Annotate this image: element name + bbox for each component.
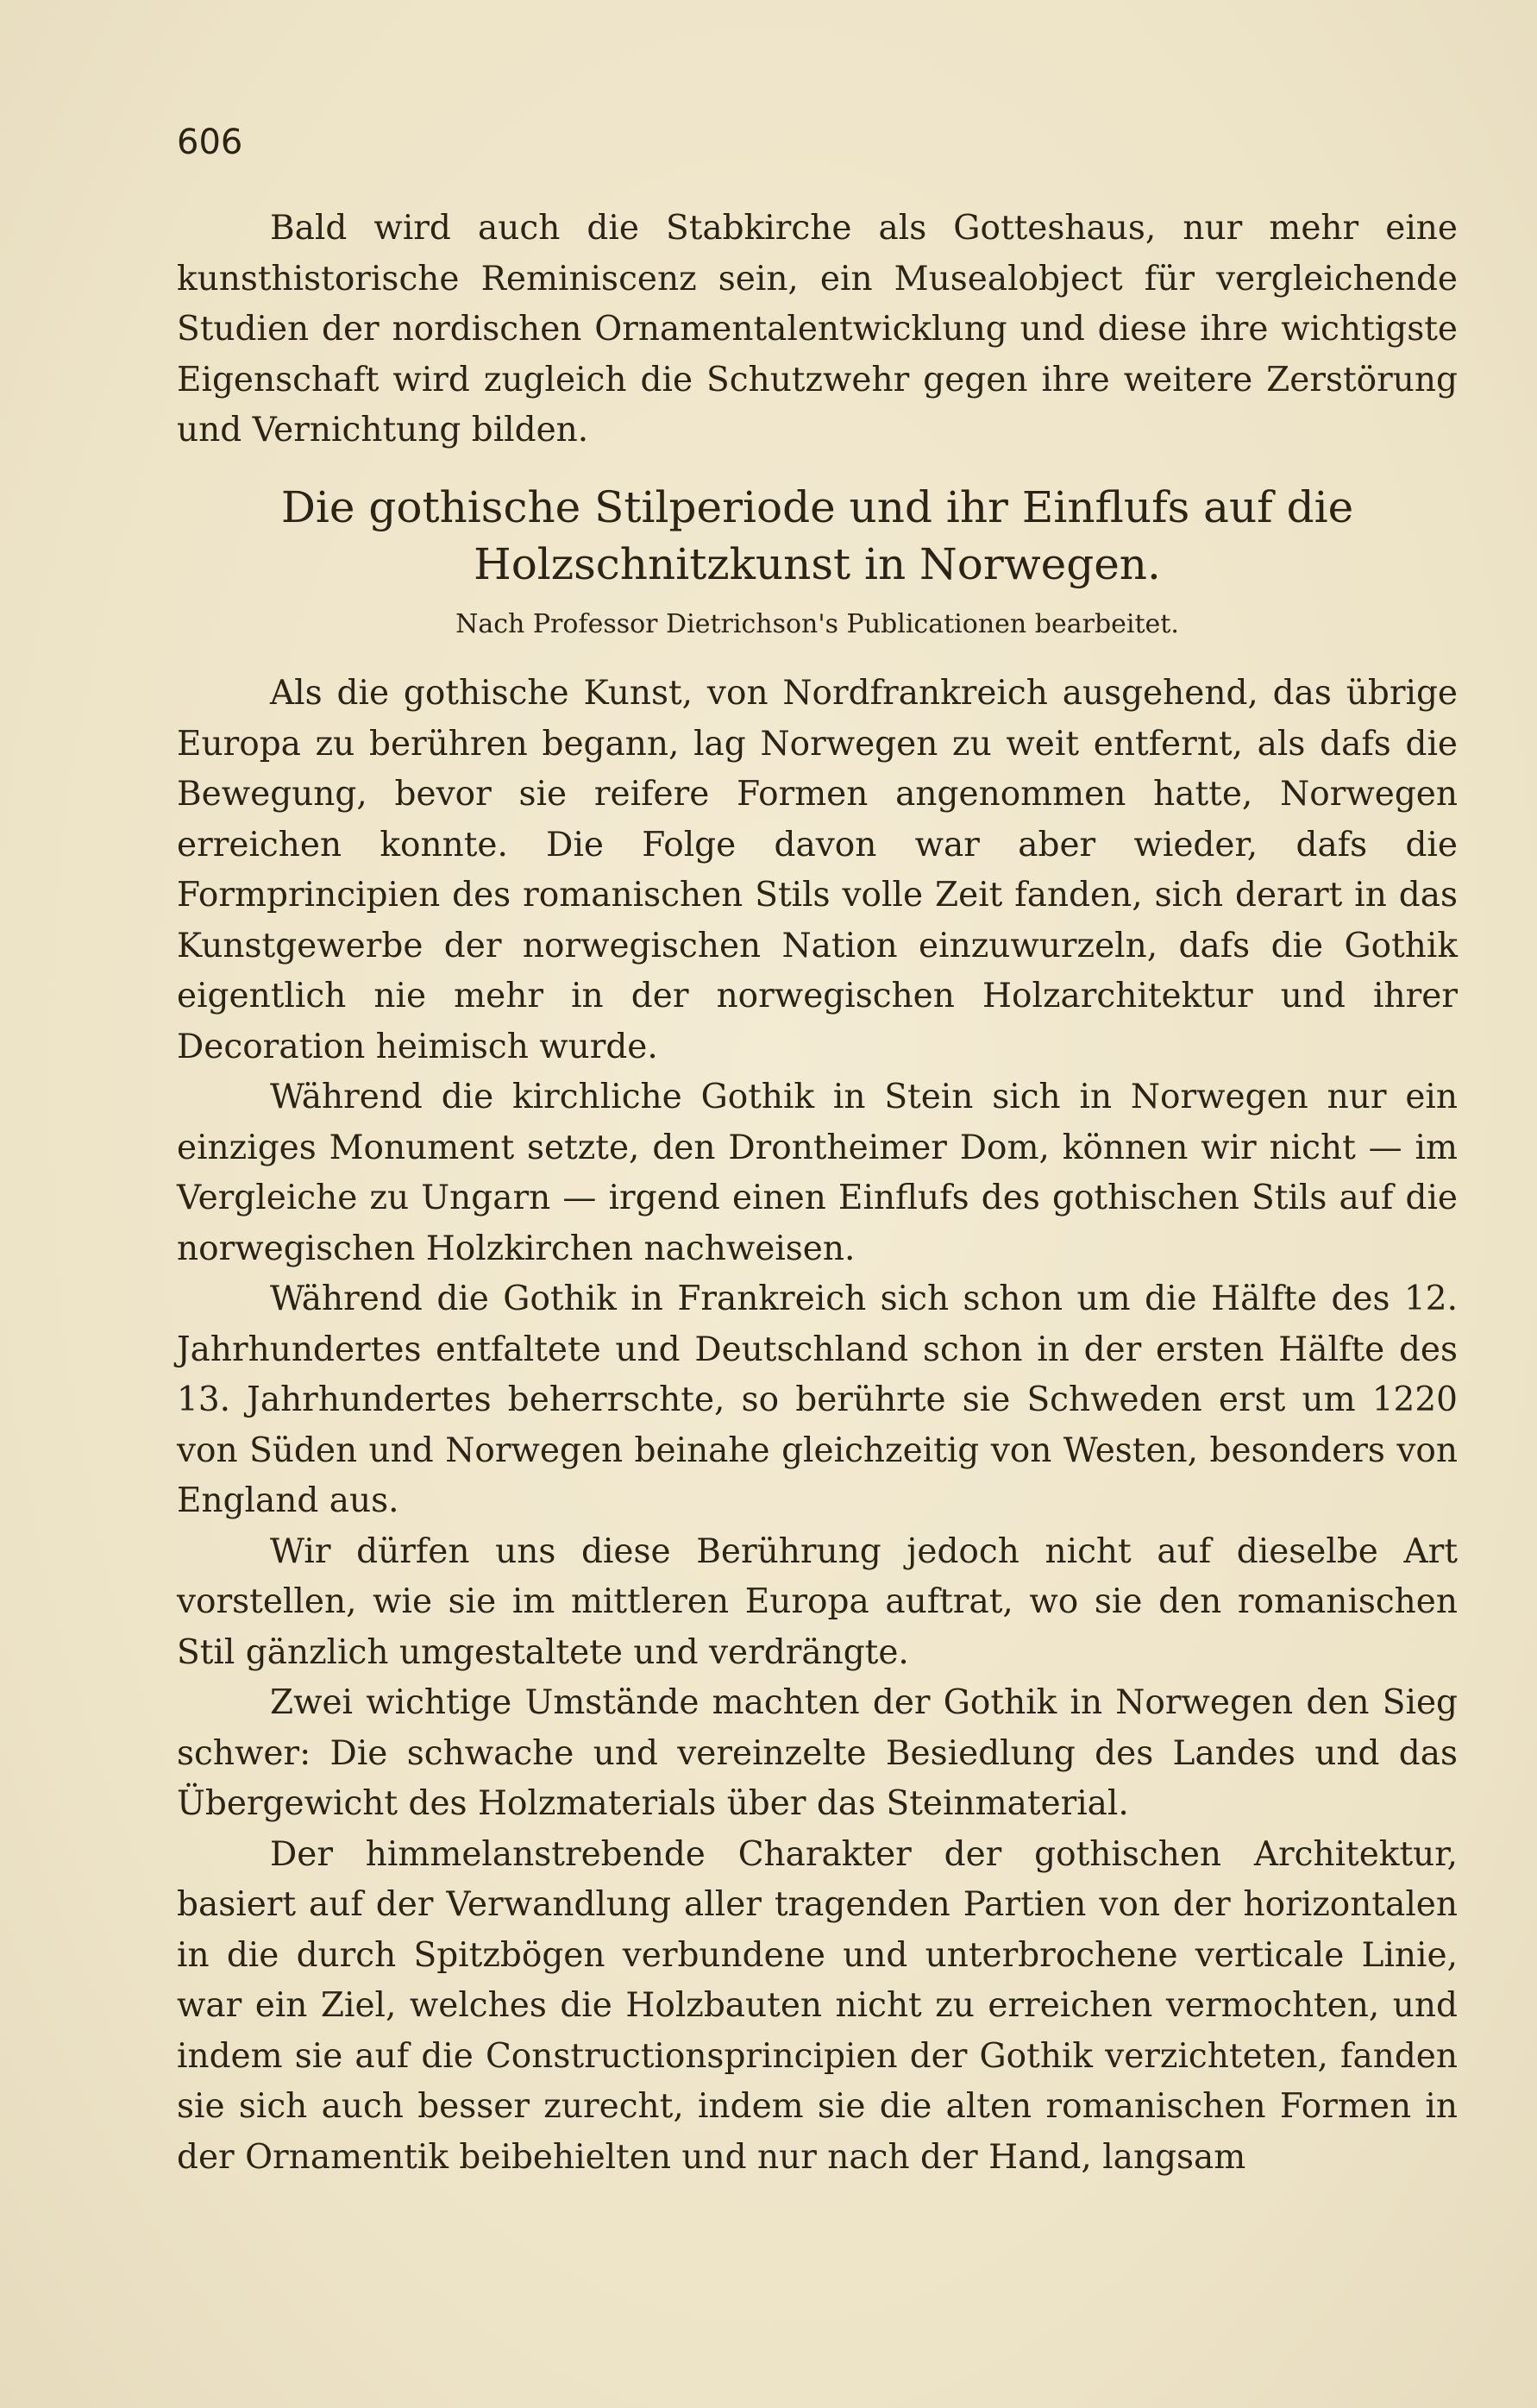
- body-paragraph: Während die kirchliche Gothik in Stein sich in Norwegen nur ein einziges Monument setzte, den Drontheimer Dom, können wir nicht — im Vergleiche zu Ungarn — irgend einen Einflufs des gothischen Stils auf die norwegischen Holzkirchen nachweisen.: [177, 1078, 1458, 1268]
- intro-paragraph-block: [177, 204, 1458, 456]
- byline: Nach Professor Dietrichson's Publicationen bearbeitet.: [455, 609, 1179, 639]
- section-title: Die gothische Stilperiode und ihr Einflufs auf die Holzschnitzkunst in Norwegen.: [280, 482, 1354, 589]
- body-paragraph: Wir dürfen uns diese Berührung jedoch nicht auf dieselbe Art vorstellen, wie sie im mittleren Europa auftrat, wo sie den romanischen Stil gänzlich umgestaltete und verdrängte.: [177, 1531, 1458, 1672]
- intro-paragraph: Bald wird auch die Stabkirche als Gotteshaus, nur mehr eine kunsthistorische Reminiscenz sein, ein Musealobject für vergleichende Studien der nordischen Ornamentalentwicklung und diese ihre wichtigste Eigenschaft wird zugleich die Schutzwehr gegen ihre weitere Zerstörung und Vernichtung bilden.: [177, 209, 1458, 450]
- body-paragraph: Während die Gothik in Frankreich sich schon um die Hälfte des 12. Jahrhundertes entfaltete und Deutschland schon in der ersten Hälfte des 13. Jahrhundertes beherrschte, so berührte sie Schweden erst um 1220 von Süden und Norwegen beinahe gleichzeitig von Westen, besonders von England aus.: [177, 1279, 1458, 1520]
- body-paragraph: Zwei wichtige Umstände machten der Gothik in Norwegen den Sieg schwer: Die schwache und vereinzelte Besiedlung des Landes und das Übergewicht des Holzmaterials über das Steinmaterial.: [177, 1683, 1458, 1823]
- body-paragraph: Der himmelanstrebende Charakter der gothischen Architektur, basiert auf der Verwandlung aller tragenden Partien von der horizontalen in die durch Spitzbögen verbundene und unterbrochene verticale Linie, war ein Ziel, welches die Holzbauten nicht zu erreichen vermochten, und indem sie auf die Constructionsprincipien der Gothik verzichteten, fanden sie sich auch besser zurecht, indem sie die alten romanischen Formen in der Ornamentik beibehielten und nur nach der Hand, langsam: [177, 1834, 1458, 2177]
- page-number: 606: [177, 123, 243, 162]
- body-text: [177, 669, 1458, 2183]
- body-paragraph: Als die gothische Kunst, von Nordfrankreich ausgehend, das übrige Europa zu berühren begann, lag Norwegen zu weit entfernt, als dafs die Bewegung, bevor sie reifere Formen angenommen hatte, Norwegen erreichen konnte. Die Folge davon war aber wieder, dafs die Formprincipien des romanischen Stils volle Zeit fanden, sich derart in das Kunstgewerbe der norwegischen Nation einzuwurzeln, dafs die Gothik eigentlich nie mehr in der norwegischen Holzarchitektur und ihrer Decoration heimisch wurde.: [177, 674, 1458, 1066]
